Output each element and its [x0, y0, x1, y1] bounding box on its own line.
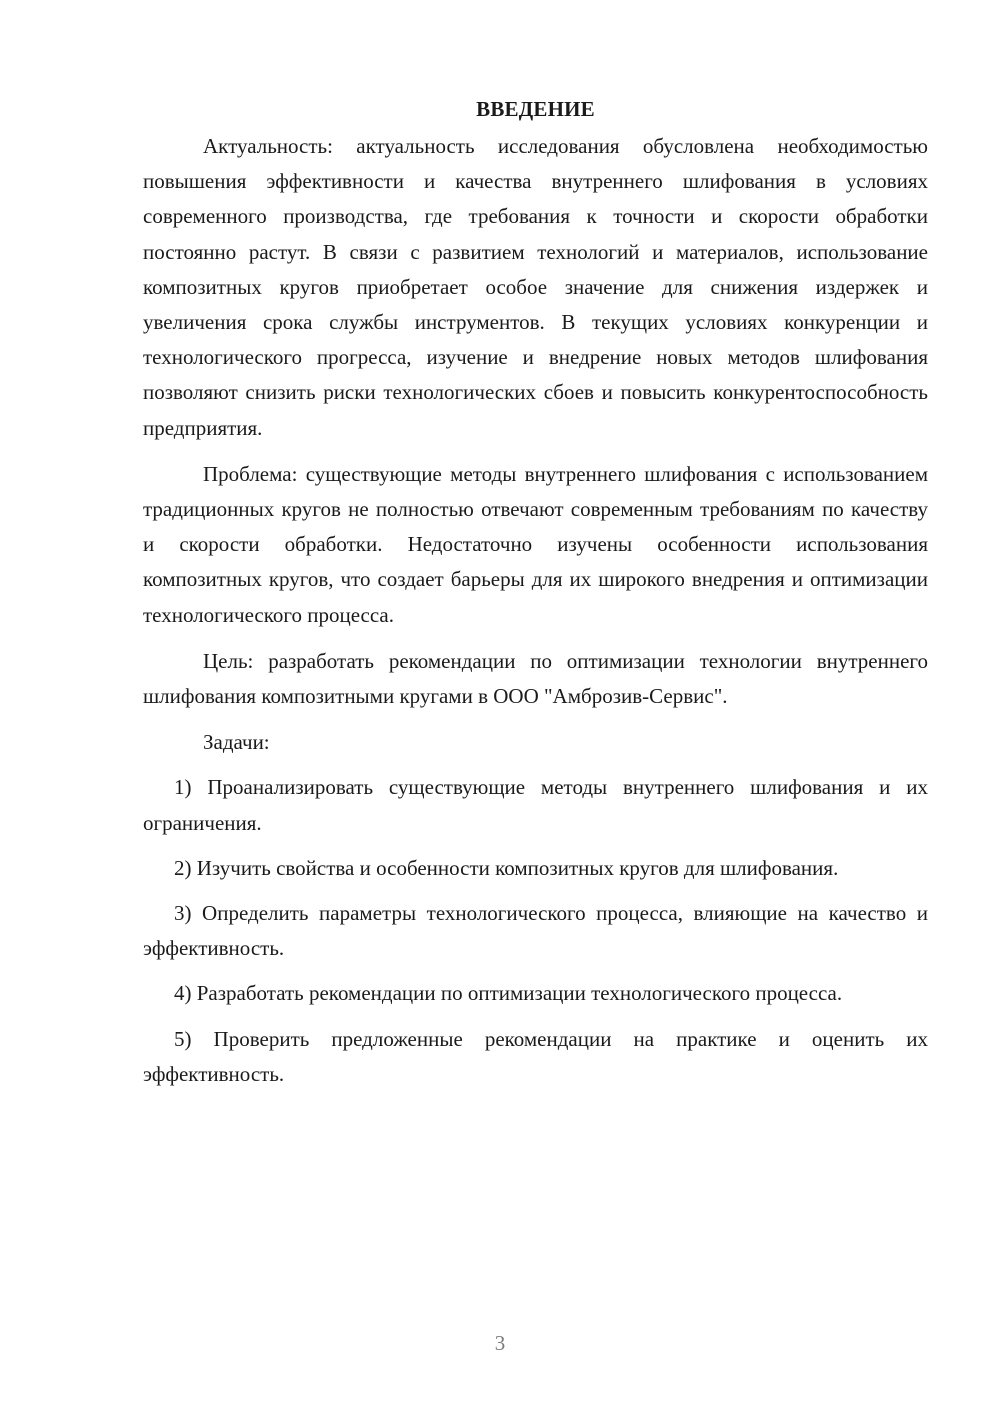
paragraph-goal: Цель: разработать рекомендации по оптимизации технологии внутреннего шлифования композитными кругами в ООО "Амброзив-Сервис".: [143, 648, 928, 709]
paragraph-relevance: Актуальность: актуальность исследования обусловлена необходимостью повышения эффективности и качества внутреннего шлифования в условиях современного производства, где требования к точности и скорости обработки постоянно растут. В связи с развитием технологий и материалов, использование композитных кругов приобретает особое значение для снижения издержек и увеличения срока службы инструментов. В текущих условиях конкуренции и технологического прогресса, изучение и внедрение новых методов шлифования позволяют снизить риски технологических сбоев и повысить конкурентоспособность предприятия.: [143, 134, 928, 440]
task-item-3: 3) Определить параметры технологического процесса, влияющие на качество и эффективность.: [143, 901, 928, 961]
task-item-2: 2) Изучить свойства и особенности композитных кругов для шлифования.: [174, 855, 839, 880]
tasks-heading: Задачи:: [203, 730, 270, 755]
task-item-4: 4) Разработать рекомендации по оптимизации технологического процесса.: [174, 981, 843, 1006]
task-item-1: 1) Проанализировать существующие методы внутреннего шлифования и их ограничения.: [143, 775, 928, 835]
document-page: [143, 92, 928, 1092]
page-number: 3: [494, 1331, 506, 1355]
task-item-5: 5) Проверить предложенные рекомендации на практике и оценить их эффективность.: [143, 1026, 928, 1086]
task-list: [143, 770, 928, 1092]
paragraph-problem: Проблема: существующие методы внутреннего шлифования с использованием традиционных кругов не полностью отвечают современным требованиям по качеству и скорости обработки. Недостаточно изучены особенности использования композитных кругов, что создает барьеры для их широкого внедрения и оптимизации технологического процесса.: [143, 461, 928, 627]
section-title: ВВЕДЕНИЕ: [476, 97, 595, 121]
